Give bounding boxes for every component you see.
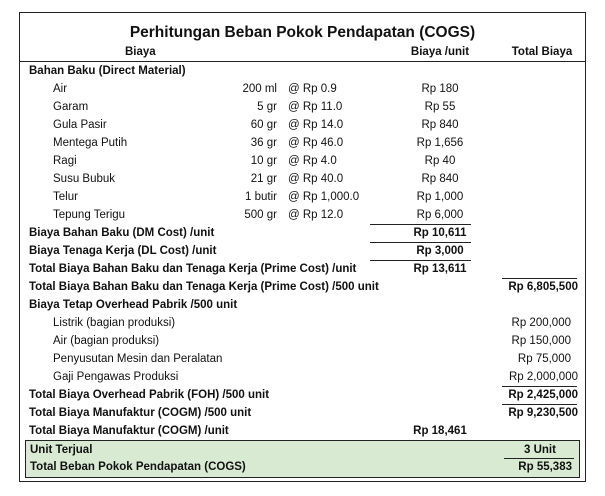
material-name: Susu Bubuk xyxy=(53,173,116,185)
foh-value: Rp 2,425,000 xyxy=(508,389,578,401)
material-cost: Rp 55 xyxy=(424,101,456,113)
material-name: Telur xyxy=(53,191,78,203)
material-cost: Rp 6,000 xyxy=(416,209,464,221)
material-price: @ Rp 11.0 xyxy=(288,101,343,113)
material-price: @ Rp 0.9 xyxy=(288,83,337,95)
material-name: Gula Pasir xyxy=(53,119,107,131)
material-cost: Rp 180 xyxy=(421,83,459,95)
material-name: Air xyxy=(53,83,68,95)
material-cost: Rp 840 xyxy=(421,119,459,131)
sum-line xyxy=(502,404,577,405)
cogm-unit-value: Rp 18,461 xyxy=(413,425,467,437)
material-cost: Rp 40 xyxy=(424,155,456,167)
overhead-item-name: Listrik (bagian produksi) xyxy=(53,317,176,329)
overhead-label: Biaya Tetap Overhead Pabrik /500 unit xyxy=(29,299,238,311)
cogm-500-label: Total Biaya Manufaktur (COGM) /500 unit xyxy=(29,407,252,419)
sum-line xyxy=(502,386,577,387)
prime-cost-unit-label: Total Biaya Bahan Baku dan Tenaga Kerja (Prime Cost) /unit xyxy=(29,263,357,275)
material-name: Garam xyxy=(53,101,89,113)
cogm-unit-label: Total Biaya Manufaktur (COGM) /unit xyxy=(29,425,229,437)
material-price: @ Rp 14.0 xyxy=(288,119,344,131)
overhead-item-value: Rp 75,000 xyxy=(517,353,571,365)
material-qty: 500 gr xyxy=(244,209,277,221)
sum-line xyxy=(504,458,574,459)
sum-line xyxy=(370,224,471,225)
material-name: Tepung Terigu xyxy=(53,209,126,221)
dl-cost-value: Rp 3,000 xyxy=(416,245,464,257)
material-cost: Rp 1,000 xyxy=(416,191,464,203)
material-price: @ Rp 12.0 xyxy=(288,209,344,221)
header-biaya: Biaya xyxy=(125,46,156,58)
page-title: Perhitungan Beban Pokok Pendapatan (COGS) xyxy=(129,24,476,41)
dl-cost-label: Biaya Tenaga Kerja (DL Cost) /unit xyxy=(29,245,217,257)
foh-label: Total Biaya Overhead Pabrik (FOH) /500 unit xyxy=(29,389,270,401)
header-total-biaya: Total Biaya xyxy=(511,46,573,58)
overhead-item-name: Air (bagian produksi) xyxy=(53,335,160,347)
cogm-500-value: Rp 9,230,500 xyxy=(508,407,578,419)
prime-cost-500-value: Rp 6,805,500 xyxy=(508,281,578,293)
row-line xyxy=(502,278,577,279)
material-name: Mentega Putih xyxy=(53,137,128,149)
cogs-total-value: Rp 55,383 xyxy=(518,461,572,473)
material-price: @ Rp 46.0 xyxy=(288,137,344,149)
material-name: Ragi xyxy=(53,155,77,167)
unit-sold-label: Unit Terjual xyxy=(30,444,93,456)
material-qty: 200 ml xyxy=(242,83,277,95)
unit-sold-value: 3 Unit xyxy=(524,444,556,456)
summary-box xyxy=(25,440,580,478)
material-cost: Rp 840 xyxy=(421,173,459,185)
overhead-item-value: Rp 150,000 xyxy=(511,335,571,347)
direct-material-label: Bahan Baku (Direct Material) xyxy=(29,65,186,77)
material-price: @ Rp 4.0 xyxy=(288,155,337,167)
dm-cost-label: Biaya Bahan Baku (DM Cost) /unit xyxy=(29,227,215,239)
material-qty: 60 gr xyxy=(250,119,277,131)
sum-line xyxy=(370,260,471,261)
row-line xyxy=(370,242,471,243)
dm-cost-value: Rp 10,611 xyxy=(413,227,467,239)
prime-cost-unit-value: Rp 13,611 xyxy=(413,263,467,275)
material-qty: 10 gr xyxy=(250,155,277,167)
overhead-item-value: Rp 200,000 xyxy=(511,317,571,329)
material-price: @ Rp 1,000.0 xyxy=(288,191,360,203)
cogs-total-label: Total Beban Pokok Pendapatan (COGS) xyxy=(30,461,246,473)
cogs-table xyxy=(19,12,586,482)
material-qty: 5 gr xyxy=(257,101,277,113)
overhead-item-value: Rp 2,000,000 xyxy=(508,371,578,383)
material-qty: 21 gr xyxy=(250,173,277,185)
material-qty: 1 butir xyxy=(245,191,277,203)
overhead-item-name: Penyusutan Mesin dan Peralatan xyxy=(53,353,223,365)
header-underline xyxy=(20,61,585,62)
material-cost: Rp 1,656 xyxy=(416,137,464,149)
overhead-item-name: Gaji Pengawas Produksi xyxy=(53,371,179,383)
prime-cost-500-label: Total Biaya Bahan Baku dan Tenaga Kerja (Prime Cost) /500 unit xyxy=(29,281,379,293)
header-biaya-unit: Biaya /unit xyxy=(410,46,470,58)
material-price: @ Rp 40.0 xyxy=(288,173,344,185)
material-qty: 36 gr xyxy=(250,137,277,149)
